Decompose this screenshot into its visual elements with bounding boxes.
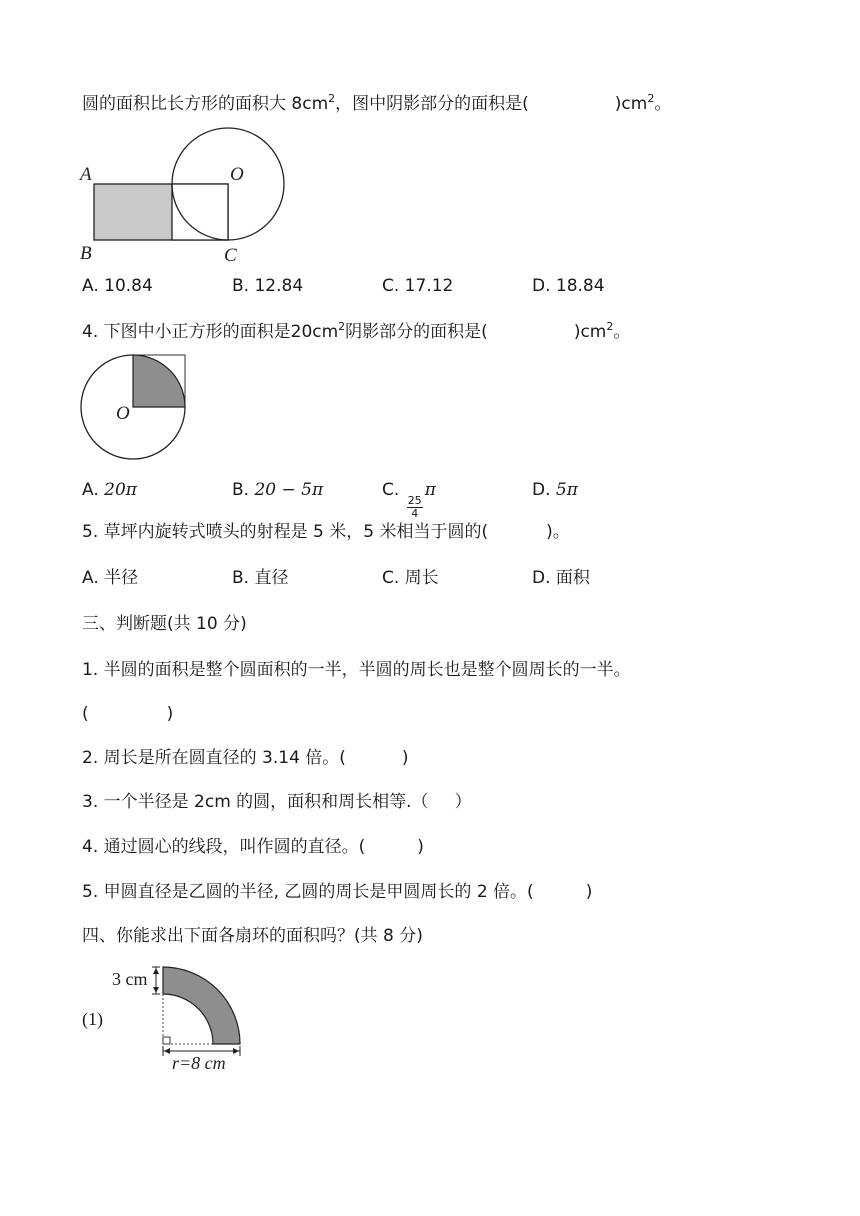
option-c[interactable]: C. 17.12 <box>382 276 454 296</box>
judge-item-1: 1. 半圆的面积是整个圆面积的一半，半圆的周长也是整个圆周长的一半。 <box>82 660 631 680</box>
label-b: B <box>80 243 92 264</box>
quarter-circle-figure <box>80 354 188 460</box>
option-b[interactable]: B. 直径 <box>232 568 289 588</box>
exponent: 2 <box>647 92 655 105</box>
label-o: O <box>230 164 244 185</box>
sector-ring-figure <box>108 960 248 1076</box>
arrow-left-icon <box>164 1048 170 1054</box>
option-d[interactable]: D. 面积 <box>532 568 590 588</box>
judge-item-4: 4. 通过圆心的线段，叫作圆的直径。( ) <box>82 837 424 857</box>
exponent: 2 <box>338 320 346 333</box>
label-a: A <box>80 164 92 185</box>
arrow-down-icon <box>153 987 159 993</box>
width-label: 3 cm <box>112 969 148 989</box>
right-angle-mark <box>163 1037 170 1044</box>
inner-square <box>172 184 228 240</box>
option-a[interactable]: A. 半径 <box>82 568 139 588</box>
exponent: 2 <box>606 320 614 333</box>
option-d[interactable]: D. 5π <box>532 480 578 500</box>
option-b[interactable]: B. 20 − 5π <box>232 480 324 500</box>
judge-item-2: 2. 周长是所在圆直径的 3.14 倍。( ) <box>82 748 409 768</box>
label-c: C <box>224 245 237 266</box>
option-c[interactable]: C. $\frac{25}{4}$ π <box>382 480 436 520</box>
q3-question-text: 圆的面积比长方形的面积大 $8cm^2$，图中阴影部分的面积是( )$cm^2$。 <box>82 92 672 114</box>
q5-question-text: 5. 草坪内旋转式喷头的射程是 5 米，5 米相当于圆的( )。 <box>82 522 570 542</box>
section3-title: 三、判断题(共 10 分) <box>82 614 247 634</box>
option-b[interactable]: B. 12.84 <box>232 276 304 296</box>
q4-question-text: 4. 下图中小正方形的面积是$20cm^2$阴影部分的面积是( )$cm^2$。 <box>82 320 631 342</box>
shaded-sector-ring <box>163 967 240 1044</box>
judge-item-3: 3. 一个半径是 2cm 的圆，面积和周长相等.（ ） <box>82 792 472 812</box>
sub-question-1: (1) <box>82 1009 103 1029</box>
label-o: O <box>116 403 130 424</box>
option-d[interactable]: D. 18.84 <box>532 276 605 296</box>
judge-item-5: 5. 甲圆直径是乙圆的半径, 乙圆的周长是甲圆周长的 2 倍。( ) <box>82 882 593 902</box>
section4-title: 四、你能求出下面各扇环的面积吗？(共 8 分) <box>82 926 423 946</box>
option-a[interactable]: A. 10.84 <box>82 276 153 296</box>
fraction: $\frac{25}{4}$ <box>407 494 422 520</box>
arrow-up-icon <box>153 968 159 974</box>
arrow-right-icon <box>233 1048 239 1054</box>
judge-item-1-answer: ( ) <box>82 704 174 724</box>
radius-label: r=8 cm <box>172 1053 226 1073</box>
exponent: 2 <box>328 92 336 105</box>
option-c[interactable]: C. 周长 <box>382 568 439 588</box>
option-a[interactable]: A. 20π <box>82 480 137 500</box>
rectangle-circle-figure <box>78 130 298 266</box>
